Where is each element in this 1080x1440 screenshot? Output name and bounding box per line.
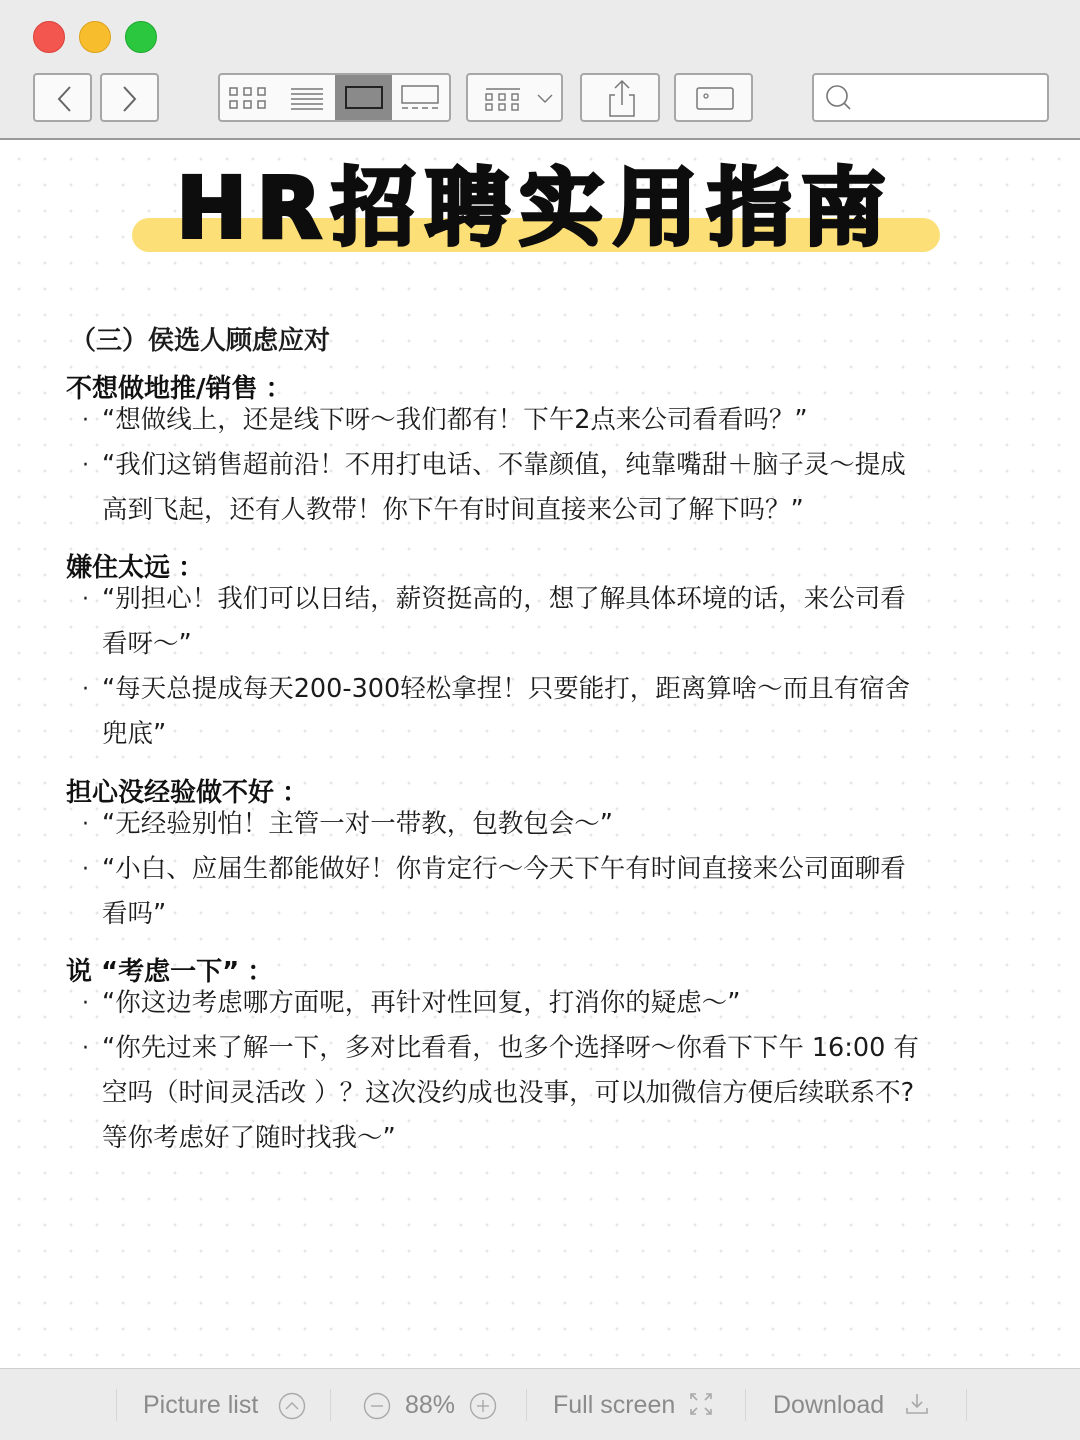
view-mode-group xyxy=(218,73,451,122)
list-item-line: 看呀～” xyxy=(102,629,192,659)
divider xyxy=(526,1389,527,1421)
list-item-line: “别担心！我们可以日结，薪资挺高的，想了解具体环境的话，来公司看 xyxy=(102,584,906,614)
list-item xyxy=(82,1026,1022,1161)
list-item-text xyxy=(82,398,1022,443)
bullet-mark: · xyxy=(82,991,89,1016)
back-button[interactable] xyxy=(33,73,92,122)
grid-sort-icon xyxy=(468,75,565,124)
list-item xyxy=(82,577,1022,667)
list-item xyxy=(82,443,1022,533)
list-item-line: “我们这销售超前沿！不用打电话、不靠颜值，纯靠嘴甜＋脑子灵～提成 xyxy=(102,450,906,480)
share-button[interactable] xyxy=(580,73,660,122)
list-item-text xyxy=(82,577,1022,667)
window-toolbar xyxy=(0,0,1080,140)
list-item-text xyxy=(82,667,1022,757)
divider xyxy=(745,1389,746,1421)
title-block xyxy=(130,158,942,258)
list-item-text xyxy=(82,981,1022,1026)
list-item-text xyxy=(82,802,1022,847)
bullet-mark: · xyxy=(82,587,89,612)
section-heading-colon: ： xyxy=(265,374,292,404)
zoom-out-icon[interactable] xyxy=(362,1391,392,1421)
list-item xyxy=(82,398,1022,443)
section-subtitle: （三）侯选人顾虑应对 xyxy=(70,326,331,356)
bullet-mark: · xyxy=(82,1036,89,1061)
divider xyxy=(330,1389,331,1421)
list-item-text xyxy=(82,847,1022,937)
filmstrip-icon xyxy=(392,75,450,120)
list-item-line: 空吗（时间灵活改 ）？这次没约成也没事，可以加微信方便后续联系不? xyxy=(102,1078,915,1108)
grid-icon xyxy=(220,75,278,120)
bullet-mark: · xyxy=(82,857,89,882)
section-heading-text: 说 “考虑一下” xyxy=(66,951,241,988)
list-item-line: 兜底” xyxy=(102,719,167,749)
download-icon[interactable] xyxy=(904,1391,930,1417)
list-item-line: “每天总提成每天200-300轻松拿捏！只要能打，距离算啥～而且有宿舍 xyxy=(102,674,911,704)
icon-grid-view-button[interactable] xyxy=(220,75,277,120)
forward-button[interactable] xyxy=(100,73,159,122)
list-view-button[interactable] xyxy=(277,75,334,120)
chevron-left-icon xyxy=(35,75,94,124)
list-item-line: “你先过来了解一下，多对比看看，也多个选择呀～你看下下午 16:00 有 xyxy=(102,1033,919,1063)
divider xyxy=(966,1389,967,1421)
chevron-up-icon[interactable] xyxy=(277,1391,307,1421)
list-item-line: “小白、应届生都能做好！你肯定行～今天下午有时间直接来公司面聊看 xyxy=(102,854,906,884)
list-item xyxy=(82,981,1022,1026)
list-item-line: “想做线上，还是线下呀～我们都有！下午2点来公司看看吗？” xyxy=(102,405,808,435)
zoom-in-icon[interactable] xyxy=(468,1391,498,1421)
share-icon xyxy=(582,75,662,124)
section-heading-text: 不想做地推/销售 xyxy=(66,368,260,405)
divider xyxy=(116,1389,117,1421)
section-heading-colon: ： xyxy=(178,553,205,583)
fullscreen-icon[interactable] xyxy=(688,1391,714,1417)
viewer-bottom-bar xyxy=(0,1368,1080,1440)
minimize-window-button[interactable] xyxy=(79,21,111,53)
single-image-icon xyxy=(335,75,393,120)
tag-icon xyxy=(676,75,755,124)
list-item xyxy=(82,667,1022,757)
arrange-menu-button[interactable] xyxy=(466,73,563,122)
full-screen-button[interactable]: Full screen xyxy=(553,1391,676,1419)
bullet-mark: · xyxy=(82,408,89,433)
list-item-line: 看吗” xyxy=(102,899,167,929)
tag-button[interactable] xyxy=(674,73,753,122)
close-window-button[interactable] xyxy=(33,21,65,53)
bullet-mark: · xyxy=(82,677,89,702)
filmstrip-view-button[interactable] xyxy=(392,75,449,120)
list-item xyxy=(82,847,1022,937)
bullet-mark: · xyxy=(82,453,89,478)
picture-list-button[interactable]: Picture list xyxy=(143,1391,259,1419)
list-item-text xyxy=(82,443,1022,533)
section-heading-colon: ： xyxy=(247,957,274,987)
section-heading-colon: ： xyxy=(282,778,309,808)
list-item-line: “无经验别怕！主管一对一带教，包教包会～” xyxy=(102,809,613,839)
list-item-line: 高到飞起，还有人教带！你下午有时间直接来公司了解下吗？” xyxy=(102,495,804,525)
list-item xyxy=(82,802,1022,847)
search-input[interactable] xyxy=(812,73,1049,122)
section-heading-text: 担心没经验做不好 xyxy=(66,772,276,809)
list-item-line: “你这边考虑哪方面呢，再针对性回复，打消你的疑虑～” xyxy=(102,988,741,1018)
list-icon xyxy=(277,75,335,120)
document-viewer xyxy=(0,140,1080,1368)
page-title: HR招聘实用指南 xyxy=(176,159,896,257)
list-item-text xyxy=(82,1026,1022,1161)
download-button[interactable]: Download xyxy=(773,1391,885,1419)
chevron-right-icon xyxy=(102,75,161,124)
list-item-line: 等你考虑好了随时找我～” xyxy=(102,1123,396,1153)
zoom-level: 88% xyxy=(405,1391,456,1419)
section-heading-text: 嫌住太远 xyxy=(66,547,172,584)
maximize-window-button[interactable] xyxy=(125,21,157,53)
bullet-mark: · xyxy=(82,812,89,837)
search-icon xyxy=(814,75,874,120)
single-view-button[interactable] xyxy=(335,75,392,120)
